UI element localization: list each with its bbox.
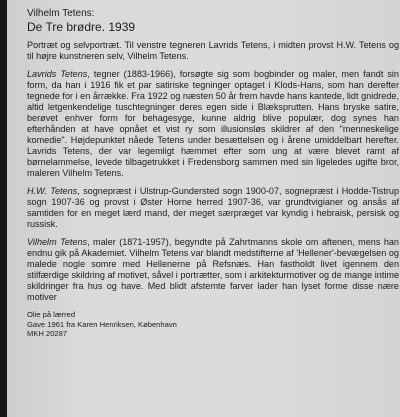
section-vilhelm [27,237,399,303]
inventory-number: MKH 20287 [27,329,68,338]
section-name: Vilhelm Tetens [27,237,88,247]
artwork-title: De Tre brødre. 1939 [27,20,136,34]
section-text: , tegner (1883-1966), forsøgte sig som bogbinder og maler, men fandt sin form, da han i 1916 fik et par satiriske tegninger optaget i Klods-Hans, som han derefter tegnede for i en årrække. Fra 1922 og næsten 50 år frem havde hans kantede, lidt gnidrede, altid letgenkendelige tuschtegninger deres egen side i Blæksprutten. Hans bryske satire, berøvet enhver form for behagesyge, kunne aldrig blive populær, dog synes han efterhånden at have opnået et vist ry som illusionsløs skildrer af den "menneskelige komedie". Højdepunktet nåede Tetens under besættelsen og i årene umiddelbart herefter. Lavrids Tetens, der var legemligt hæmmet efter som ung at være blevet ramt af børnelammelse, levede tilbagetrukket i Fredensborg sammen med sin ligeledes ugifte bror, maleren Vilhelm Tetens. [27,69,399,178]
section-name: H.W. Tetens [27,186,78,196]
section-lavrids [27,69,399,179]
section-hw [27,186,399,230]
label-text [27,8,399,339]
label-board [7,0,400,417]
section-name: Lavrids Tetens [27,69,88,79]
credit-line [27,310,399,339]
section-text: , sognepræst i Ulstrup-Gundersted sogn 1900-07, sognepræst i Hodde-Tistrup sogn 1907-36 og provst i Øster Horne herred 1907-36, var grundtvigianer og ansås af samtiden for en meget lærd mand, der meget særpræget var kyndig i hebraisk, persisk og russisk. [27,186,400,229]
artist-name: Vilhelm Tetens: [27,8,95,19]
section-text: , maler (1871-1957), begyndte på Zahrtmanns skole om aftenen, mens han endnu gik på Akademiet. Vilhelm Tetens var blandt medstifterne af 'Hellener'-bevægelsen og malede nogle somre med Hellenerne på Refsnæs. Han fastholdt livet igennem den stilfærdige skildring af motivet, såvel i portrætter, som i arkitekturmotiver og de mange intime skildringer fra hus og have. Med blidt afstemte farver lader han lyset forme disse nære motiver [27,237,399,302]
medium: Olie på lærred [27,310,76,319]
intro-paragraph: Portræt og selvportræt. Til venstre tegneren Lavrids Tetens, i midten provst H.W. Tetens og til højre kunstneren selv, Vilhelm Tetens. [27,40,399,61]
provenance: Gave 1961 fra Karen Henriksen, København [27,319,177,329]
